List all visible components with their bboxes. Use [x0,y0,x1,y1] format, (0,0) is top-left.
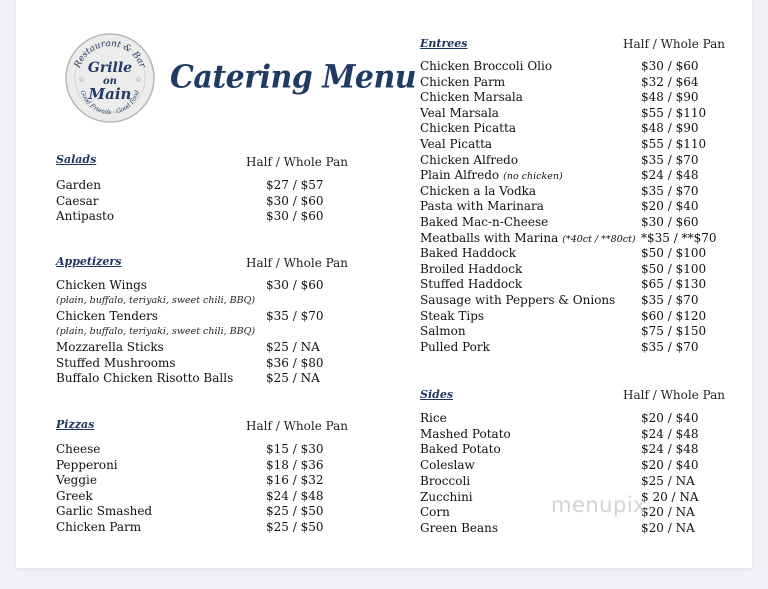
entrees-item-name: Meatballs with Marina (*40ct / **80ct) [420,230,636,245]
appetizers-item-name: Stuffed Mushrooms [56,355,176,370]
entrees-item-price: $24 / $48 [641,168,699,183]
entrees-pan-header: Half / Whole Pan [623,37,726,51]
sides-item-name: Corn [420,505,450,520]
svg-text:Grille: Grille [87,60,133,76]
entrees-item-name: Salmon [420,324,466,339]
appetizers-item-price: $35 / $70 [266,309,324,323]
svg-text:Main: Main [88,85,132,103]
svg-text:Restaurant & Bar: Restaurant & Bar [72,38,148,70]
salads-pan-header: Half / Whole Pan [246,155,349,169]
svg-text:☆: ☆ [135,75,143,84]
entrees-item-price: $35 / $70 [641,152,699,167]
sides-item-name: Coleslaw [420,458,475,473]
entrees-item-price: $48 / $90 [641,90,699,105]
watermark: menupix [551,493,647,517]
sides-section-title: Sides [420,388,454,401]
pizzas-item-name: Greek [56,488,93,503]
sides-item-price: $20 / NA [641,520,695,535]
sides-item-name: Mashed Potato [420,426,511,441]
pizzas-item-name: Cheese [56,442,101,456]
pizzas-item-price: $18 / $36 [266,457,324,472]
entrees-item-name: Chicken Parm [420,74,506,89]
sides-item-name: Green Beans [420,520,499,535]
sides-item-price: $20 / $40 [641,411,699,425]
entrees-item-price: $30 / $60 [641,215,699,229]
pizzas-item-name: Pepperoni [56,457,118,472]
entrees-item-name: Chicken Marsala [420,90,523,105]
entrees-item-price: $50 / $100 [641,246,707,261]
entrees-item-price: $20 / $40 [641,199,699,214]
pizzas-section-title: Pizzas [56,418,95,431]
appetizers-item-note: (plain, buffalo, teriyaki, sweet chili, BBQ) [56,325,256,337]
salads-section-title: Salads [56,153,97,166]
entrees-item-name: Chicken Picatta [420,121,516,136]
sides-item-price: $24 / $48 [641,426,699,441]
entrees-item-name: Pulled Pork [420,339,490,354]
svg-text:on: on [103,76,117,87]
pizzas-pan-header: Half / Whole Pan [246,419,349,433]
appetizers-item-name: Mozzarella Sticks [56,340,164,354]
entrees-item-name: Veal Picatta [420,137,493,151]
sides-item-price: $ 20 / NA [641,489,699,504]
sides-item-price: $24 / $48 [641,442,699,457]
entrees-item-name: Chicken a la Vodka [420,183,537,198]
entrees-item-note: (*40ct / **80ct) [562,233,636,245]
entrees-item-name: Stuffed Haddock [420,277,523,292]
pizzas-item-price: $16 / $32 [266,473,324,488]
pizzas-item-name: Garlic Smashed [56,504,153,519]
entrees-item-name: Broiled Haddock [420,261,523,276]
pizzas-item-name: Chicken Parm [56,520,142,534]
entrees-section-title: Entrees [420,37,468,50]
entrees-item-price: $75 / $150 [641,324,707,339]
entrees-item-name: Baked Mac-n-Cheese [420,215,549,229]
salads-item-name: Caesar [56,193,99,208]
pizzas-item-price: $25 / $50 [266,520,324,534]
appetizers-item-name: Buffalo Chicken Risotto Balls [56,371,234,385]
sides-item-name: Rice [420,411,447,425]
appetizers-item-price: $25 / NA [266,340,320,354]
sides-pan-header: Half / Whole Pan [623,388,726,402]
entrees-item-price: $35 / $70 [641,183,699,198]
salads-item-price: $30 / $60 [266,193,324,208]
page-title: Catering Menu [170,59,417,96]
entrees-item-note: (no chicken) [503,171,563,183]
sides-item-price: $20 / NA [641,505,695,520]
sides-item-price: $25 / NA [641,473,695,488]
sides-item-name: Zucchini [420,489,473,504]
entrees-item-price: $60 / $120 [641,308,707,323]
entrees-item-price: $48 / $90 [641,121,699,136]
entrees-item-name: Pasta with Marinara [420,199,544,214]
entrees-item-name: Steak Tips [420,308,485,323]
entrees-item-price: $32 / $64 [641,74,699,89]
svg-text:Good Friends · Good Food: Good Friends · Good Food [78,89,142,117]
entrees-item-name: Veal Marsala [420,105,499,120]
appetizers-section-title: Appetizers [56,255,122,268]
salads-item-price: $30 / $60 [266,209,324,223]
entrees-item-price: *$35 / **$70 [641,230,717,245]
entrees-item-name: Chicken Broccoli Olio [420,59,553,73]
entrees-item-name: Plain Alfredo (no chicken) [420,168,563,183]
salads-item-name: Antipasto [56,209,115,223]
appetizers-item-name: Chicken Wings [56,278,147,292]
sides-item-name: Baked Potato [420,442,501,457]
svg-text:☆: ☆ [78,75,86,84]
entrees-item-price: $50 / $100 [641,261,707,276]
appetizers-item-note: (plain, buffalo, teriyaki, sweet chili, BBQ) [56,294,256,306]
entrees-item-name: Baked Haddock [420,246,517,261]
pizzas-item-price: $15 / $30 [266,442,324,456]
appetizers-item-name: Chicken Tenders [56,309,158,323]
menu-page [16,0,752,568]
pizzas-item-price: $25 / $50 [266,504,324,519]
sides-item-price: $20 / $40 [641,458,699,473]
entrees-item-price: $55 / $110 [641,137,707,151]
restaurant-logo [64,32,156,124]
sides-item-name: Broccoli [420,473,471,488]
entrees-item-price: $65 / $130 [641,277,707,292]
entrees-item-name: Chicken Alfredo [420,152,519,167]
entrees-item-price: $35 / $70 [641,293,699,307]
salads-item-name: Garden [56,178,101,192]
entrees-item-price: $55 / $110 [641,105,707,120]
entrees-item-price: $35 / $70 [641,339,699,354]
pizzas-item-name: Veggie [56,473,97,488]
appetizers-item-price: $30 / $60 [266,278,324,292]
pizzas-item-price: $24 / $48 [266,488,324,503]
appetizers-item-price: $25 / NA [266,371,320,385]
salads-item-price: $27 / $57 [266,178,324,192]
appetizers-pan-header: Half / Whole Pan [246,256,349,270]
entrees-item-price: $30 / $60 [641,59,699,73]
entrees-item-name: Sausage with Peppers & Onions [420,293,616,307]
appetizers-item-price: $36 / $80 [266,355,324,370]
